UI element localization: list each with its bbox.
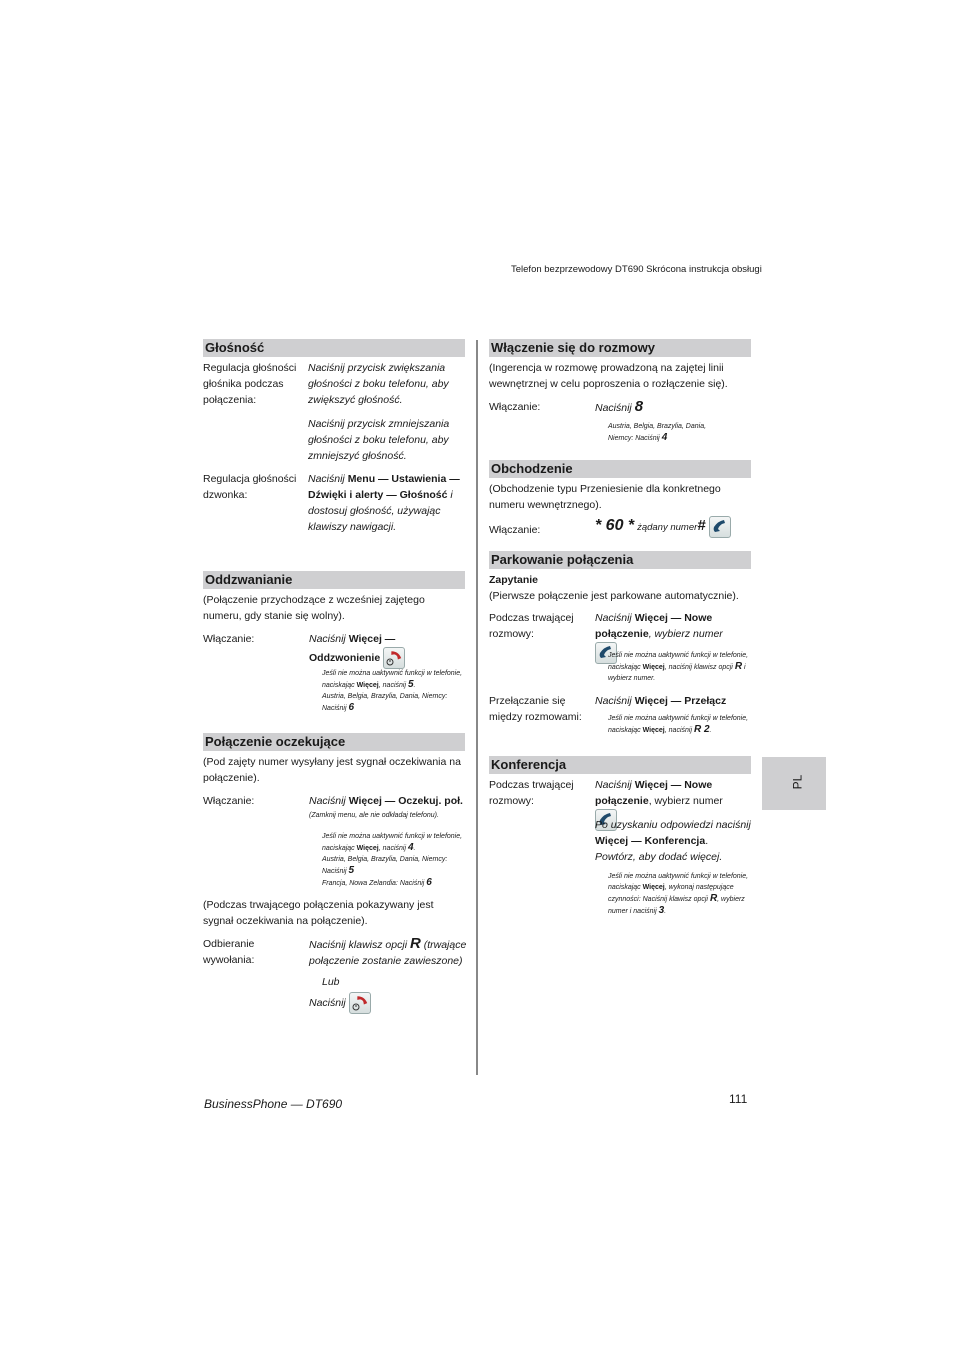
press-text: Naciśnij	[595, 779, 632, 791]
parking-description: (Pierwsze połączenie jest parkowane automatycznie).	[489, 590, 739, 602]
hash-key: #	[697, 516, 706, 534]
key-8: 8	[634, 398, 644, 415]
callback-body	[203, 631, 465, 727]
column-divider	[476, 340, 478, 1075]
note-more: Więcej	[642, 727, 665, 734]
ring-volume-label: Regulacja głośności dzwonka:	[203, 473, 297, 501]
or-text: Lub	[322, 976, 340, 988]
waiting-description-2: (Podczas trwającego połączenia pokazywany jest sygnał oczekiwania na połączenie).	[203, 899, 434, 927]
menu-path: Więcej — Przełącz	[634, 695, 727, 707]
footer-product: BusinessPhone — DT690	[204, 1097, 343, 1111]
glosnosc-body	[203, 360, 465, 546]
bypass-body	[489, 516, 751, 550]
section-title-parkowanie: Parkowanie połączenia	[489, 551, 751, 569]
waiting-body	[203, 793, 465, 897]
conference-answer: Po uzyskaniu odpowiedzi naciśnij Więcej — Konferencja. Powtórz, aby dodać więcej.	[595, 819, 751, 863]
callback-note: Jeśli nie można uaktywnić funkcji w telefonie, naciskając Więcej, naciśnij 5. Austria, Belgia, Brazylia, Dania, Niemcy: Naciśnij 6	[322, 670, 463, 713]
note-text: , wybierz numer i naciśnij	[608, 896, 745, 915]
press-text: Naciśnij	[595, 402, 632, 414]
waiting-description: (Pod zajęty numer wysyłany jest sygnał oczekiwania na połączenie).	[203, 756, 461, 784]
parking-body	[489, 610, 751, 693]
note-text: Jeśli nie można uaktywnić funkcji w telefonie, naciskając	[608, 715, 749, 734]
parking-note	[608, 650, 753, 684]
switch-body	[489, 693, 751, 755]
waiting-close-note: (Zamknij menu, ale nie odkładaj telefonu).	[309, 812, 439, 819]
speaker-volume-down: Naciśnij przycisk zmniejszania głośności z boku telefonu, aby zmniejszyć głośność.	[308, 418, 450, 462]
press-text: Naciśnij	[595, 612, 632, 624]
note-key: 4	[407, 842, 414, 853]
press-text: Naciśnij	[595, 695, 632, 707]
parking-during-label: Podczas trwającej rozmowy:	[489, 612, 574, 640]
note-countries: Austria, Belgia, Brazylia, Dania, Niemcy: Naciśnij	[322, 856, 448, 875]
section-title-glosnosc: Głośność	[203, 339, 465, 357]
code-60: * 60 *	[595, 516, 635, 534]
section-title-konferencja: Konferencja	[489, 756, 751, 774]
press-text: Naciśnij	[309, 996, 346, 1009]
note-text: Jeśli nie można uaktywnić funkcji w telefonie, naciskając	[322, 670, 463, 689]
intrusion-note	[608, 421, 728, 444]
number-text: żądany numer	[637, 521, 698, 533]
menu-path: Więcej — Oczekuj. poł.	[348, 795, 463, 807]
note-text: Jeśli nie można uaktywnić funkcji w telefonie, naciskając	[608, 873, 749, 891]
language-tab	[762, 757, 826, 810]
phone-icon[interactable]	[709, 516, 731, 538]
note-more: Więcej	[642, 884, 665, 891]
conference-note: Jeśli nie można uaktywnić funkcji w telefonie, naciskając Więcej, wykonaj następujące czynności: Naciśnij klawisz opcji R, wybierz numer i naciśnij 3.	[608, 873, 749, 916]
section-title-obchodzenie: Obchodzenie	[489, 460, 751, 478]
section-title-oczekujace: Połączenie oczekujące	[203, 733, 465, 751]
page-number: 111	[729, 1092, 748, 1106]
callback-enable-label: Włączanie:	[203, 633, 255, 645]
ring-volume-instruction	[308, 471, 465, 535]
menu-path: Więcej — Nowe połączenie	[595, 612, 713, 640]
note-text: i wybierz numer.	[608, 664, 746, 682]
intrusion-description: (Ingerencja w rozmowę prowadzoną na zajętej linii wewnętrznej w celu poproszenia o rozłączenie się).	[489, 362, 728, 390]
press-reject	[309, 992, 371, 1014]
answer-body	[203, 936, 465, 1026]
speaker-volume-up: Naciśnij przycisk zwiększania głośności z boku telefonu, aby zwiększyć głośność.	[308, 362, 449, 406]
reject-call-icon[interactable]	[383, 647, 405, 669]
note-countries: Austria, Belgia, Brazylia, Dania, Niemcy: Naciśnij	[608, 423, 707, 442]
press-text: Naciśnij	[309, 795, 346, 807]
after-answer-text: Po uzyskaniu odpowiedzi naciśnij	[595, 819, 751, 831]
switch-label: Przełączanie się między rozmowami:	[489, 695, 582, 723]
note-key: 6	[426, 877, 432, 888]
intrusion-body	[489, 399, 751, 455]
note-key: 6	[348, 702, 355, 713]
note-key: 3	[658, 905, 665, 916]
waiting-note: Jeśli nie można uaktywnić funkcji w telefonie, naciskając Więcej, naciśnij 4. Austria, Belgia, Brazylia, Dania, Niemcy: Naciśnij 5 Francja, Nowa Zelandia: Naciśnij 6	[322, 833, 463, 888]
adjust-text: i dostosuj głośność, używając klawiszy nawigacji.	[308, 489, 453, 533]
callback-instruction	[309, 631, 459, 669]
switch-note: Jeśli nie można uaktywnić funkcji w telefonie, naciskając Więcej, naciśnij R 2.	[608, 715, 749, 735]
dial-text: , wybierz numer	[648, 795, 723, 807]
intrusion-instruction	[595, 399, 643, 416]
inquiry-subtitle: Zapytanie	[489, 574, 539, 586]
section-title-oddzwanianie: Oddzwanianie	[203, 571, 465, 589]
menu-path: Menu — Ustawienia — Dźwięki i alerty — Głośność	[308, 473, 460, 501]
waiting-instruction	[309, 793, 467, 809]
conference-body	[489, 777, 751, 927]
note-text: , naciśnij	[378, 682, 406, 689]
press-option-text: Naciśnij klawisz opcji	[309, 939, 408, 951]
note-text: , naciśnij	[664, 727, 692, 734]
conference-during-label: Podczas trwającej rozmowy:	[489, 779, 574, 807]
reject-call-icon[interactable]	[349, 992, 371, 1014]
note-more: Więcej	[356, 682, 379, 689]
menu-path: Więcej — Nowe połączenie	[595, 779, 713, 807]
repeat-text: Powtórz, aby dodać więcej.	[595, 851, 723, 863]
note-countries: Francja, Nowa Zelandia: Naciśnij	[322, 880, 425, 887]
bypass-instruction	[595, 516, 755, 538]
bypass-description: (Obchodzenie typu Przeniesienie dla konkretnego numeru wewnętrznego).	[489, 483, 721, 511]
speaker-volume-label: Regulacja głośności głośnika podczas połączenia:	[203, 362, 297, 406]
switch-instruction	[595, 693, 745, 709]
note-text: , wykonaj następujące czynności: Naciśnij klawisz opcji	[608, 884, 734, 903]
note-more: Więcej	[642, 664, 665, 671]
press-text: Naciśnij	[309, 633, 346, 645]
right-column	[489, 339, 751, 927]
dial-text: , wybierz numer	[648, 628, 723, 640]
note-text: Jeśli nie można uaktywnić funkcji w telefonie, naciskając	[608, 652, 749, 671]
page-header: Telefon bezprzewodowy DT690 Skrócona instrukcja obsługi	[511, 264, 762, 275]
note-key: R	[709, 893, 718, 904]
note-key: 5	[348, 865, 355, 876]
left-column	[203, 339, 465, 1026]
answer-label: Odbieranie wywołania:	[203, 938, 255, 966]
note-countries: Austria, Belgia, Brazylia, Dania, Niemcy: Naciśnij	[322, 693, 448, 712]
callback-description: (Połączenie przychodzące z wcześniej zajętego numeru, gdy stanie się wolny).	[203, 594, 425, 622]
note-more: Więcej	[356, 845, 379, 852]
waiting-enable-label: Włączanie:	[203, 795, 255, 807]
answer-instruction	[309, 936, 467, 969]
press-text: Naciśnij	[308, 473, 345, 485]
section-title-wlaczenie: Włączenie się do rozmowy	[489, 339, 751, 357]
menu-path: Więcej — Konferencja	[595, 835, 706, 847]
hold-note: (trwające połączenie zostanie zawieszone)	[309, 939, 467, 967]
language-tab-label: PL	[790, 774, 805, 790]
option-key-r: R	[409, 935, 421, 952]
note-text: Jeśli nie można uaktywnić funkcji w telefonie, naciskając	[322, 833, 463, 852]
note-text: , naciśnij	[378, 845, 406, 852]
note-key: 4	[661, 432, 668, 443]
note-key: 5	[407, 679, 414, 690]
note-key: R 2	[693, 724, 710, 735]
menu-path: Więcej — Oddzwonienie	[309, 633, 396, 664]
intrusion-enable-label: Włączanie:	[489, 401, 541, 413]
note-text: , naciśnij klawisz opcji	[664, 664, 733, 671]
note-key: R	[734, 661, 743, 672]
bypass-enable-label: Włączanie:	[489, 524, 541, 536]
